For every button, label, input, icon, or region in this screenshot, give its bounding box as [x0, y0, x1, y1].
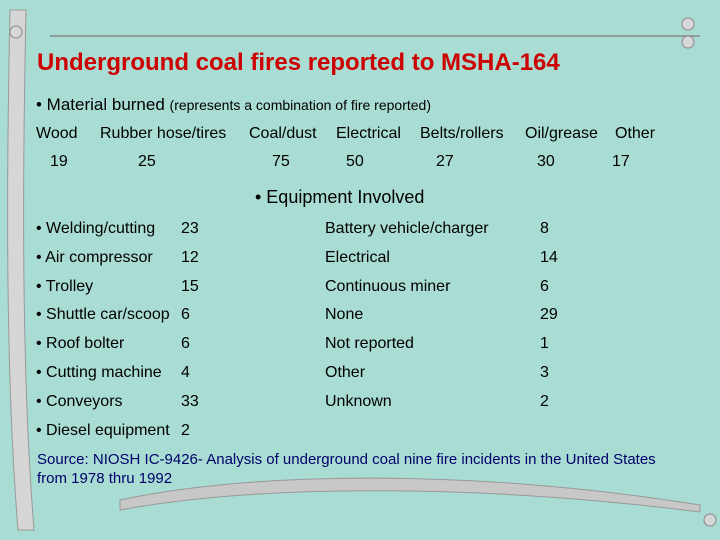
equipment-left-value: 23 — [181, 220, 199, 237]
equipment-left-value: 6 — [181, 335, 190, 352]
equipment-right-value: 6 — [540, 278, 549, 295]
equipment-right-label: Battery vehicle/charger — [325, 220, 489, 237]
material-value: 50 — [346, 153, 364, 170]
equipment-left-label: • Cutting machine — [36, 364, 162, 381]
equipment-right-value: 2 — [540, 393, 549, 410]
material-category: Wood — [36, 125, 78, 142]
equipment-right-label: Unknown — [325, 393, 392, 410]
equipment-heading: • Equipment Involved — [255, 187, 425, 207]
material-value: 27 — [436, 153, 454, 170]
material-category: Electrical — [336, 125, 401, 142]
material-value: 25 — [138, 153, 156, 170]
equipment-left-value: 4 — [181, 364, 190, 381]
material-value: 17 — [612, 153, 630, 170]
left-dot — [10, 26, 22, 38]
equipment-right-value: 8 — [540, 220, 549, 237]
equipment-right-label: None — [325, 306, 364, 323]
equipment-left-label: • Roof bolter — [36, 335, 125, 352]
equipment-right-label: Not reported — [325, 335, 414, 352]
top-right-dot — [682, 36, 694, 48]
equipment-left-value: 2 — [181, 422, 190, 439]
equipment-right-label: Electrical — [325, 249, 390, 266]
top-right-dot — [682, 18, 694, 30]
source-citation: Source: NIOSH IC-9426- Analysis of underground coal nine fire incidents in the United States from 1978 thru 1992 — [37, 451, 656, 487]
material-category: Belts/rollers — [420, 125, 504, 142]
equipment-right-value: 1 — [540, 335, 549, 352]
material-value: 75 — [272, 153, 290, 170]
material-value: 19 — [50, 153, 68, 170]
equipment-left-label: • Air compressor — [36, 249, 153, 266]
equipment-left-value: 15 — [181, 278, 199, 295]
slide-title: Underground coal fires reported to MSHA-164 — [37, 49, 560, 76]
left-swoosh — [8, 10, 34, 530]
material-category: Rubber hose/tires — [100, 125, 227, 142]
material-category: Oil/grease — [525, 125, 598, 142]
equipment-left-value: 33 — [181, 393, 199, 410]
equipment-left-value: 12 — [181, 249, 199, 266]
equipment-right-value: 14 — [540, 249, 558, 266]
equipment-left-label: • Diesel equipment — [36, 422, 170, 439]
equipment-left-label: • Shuttle car/scoop — [36, 306, 170, 323]
material-category: Other — [615, 125, 656, 142]
equipment-right-label: Other — [325, 364, 366, 381]
material-heading-label: • Material burned — [36, 95, 165, 114]
equipment-left-label: • Conveyors — [36, 393, 123, 410]
equipment-right-value: 29 — [540, 306, 558, 323]
equipment-right-label: Continuous miner — [325, 278, 451, 295]
equipment-left-label: • Welding/cutting — [36, 220, 156, 237]
bottom-right-dot — [704, 514, 716, 526]
equipment-right-value: 3 — [540, 364, 549, 381]
material-category: Coal/dust — [249, 125, 317, 142]
equipment-left-value: 6 — [181, 306, 190, 323]
material-note: (represents a combination of fire reported) — [169, 97, 431, 113]
equipment-left-label: • Trolley — [36, 278, 94, 295]
material-heading — [36, 95, 431, 115]
material-value: 30 — [537, 153, 555, 170]
